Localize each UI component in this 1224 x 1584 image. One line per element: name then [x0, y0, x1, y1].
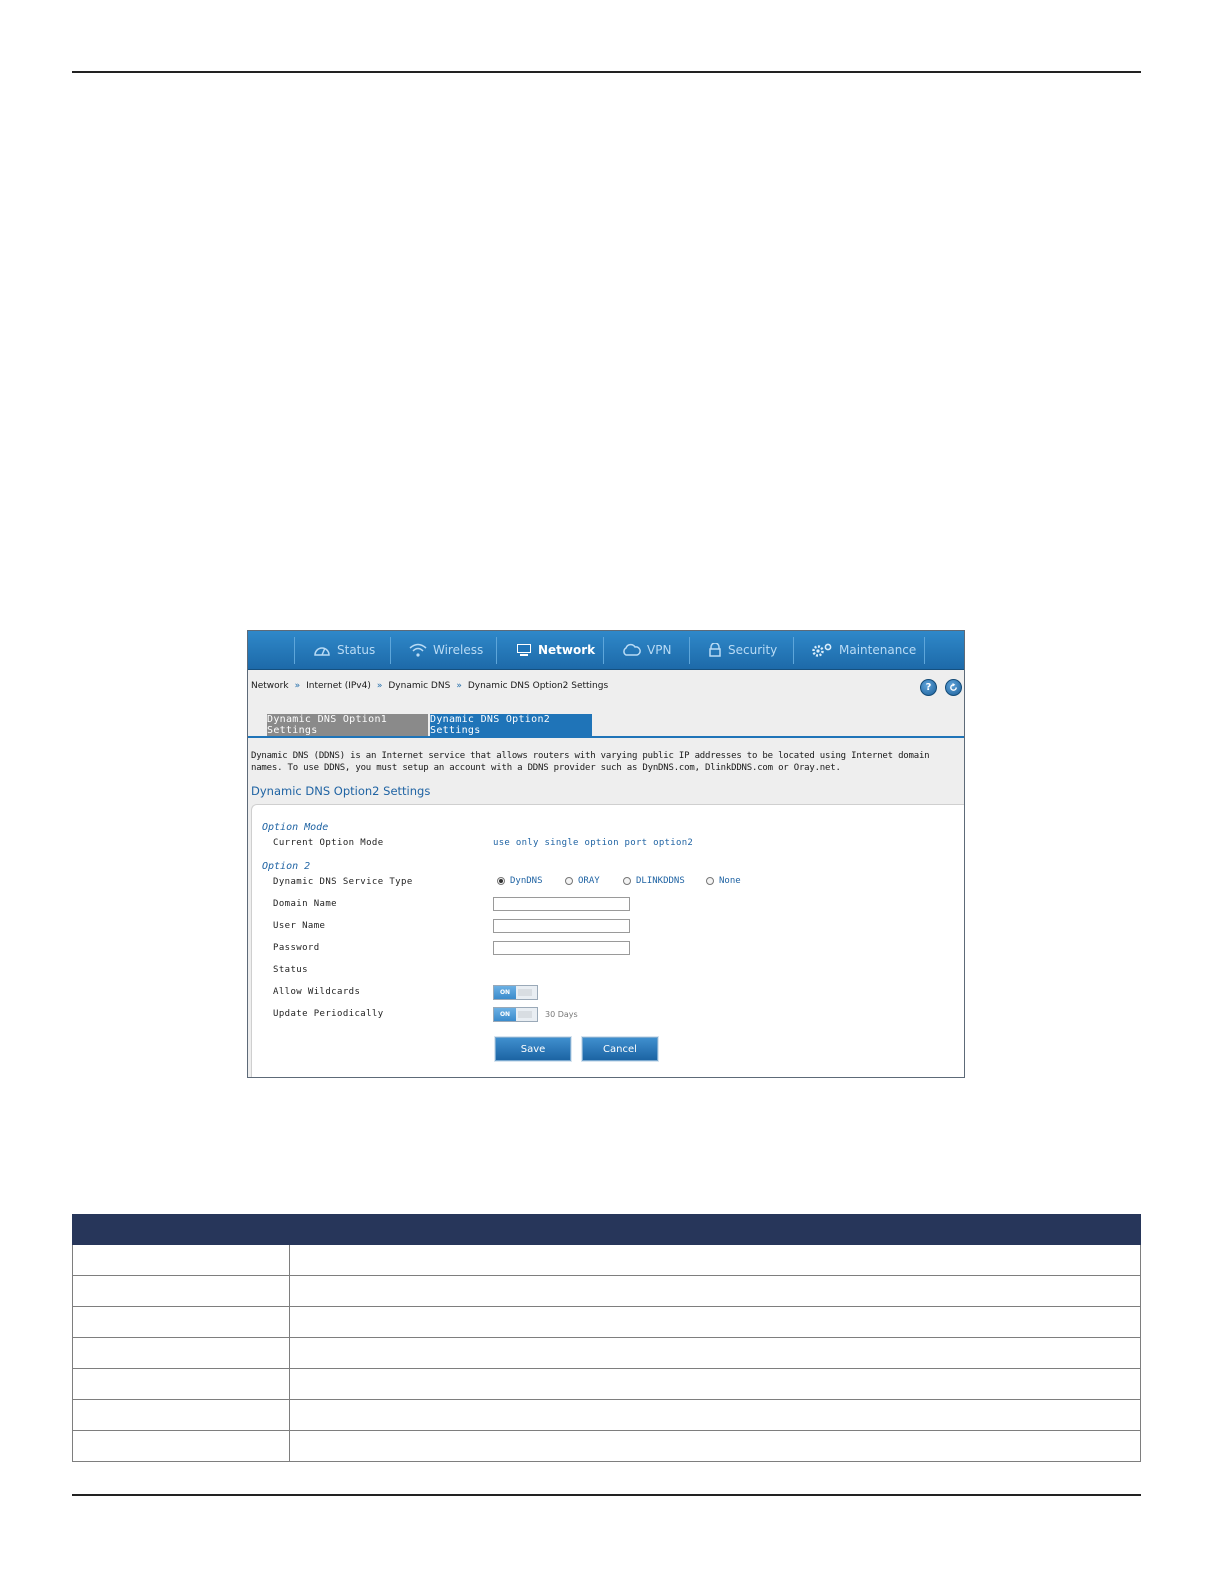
nav-vpn[interactable] — [621, 631, 671, 669]
nav-wireless-label: Wireless — [433, 643, 484, 657]
nav-status[interactable] — [313, 631, 375, 669]
tab-underline — [248, 736, 964, 738]
nav-wireless[interactable] — [409, 631, 483, 669]
cloud-icon — [621, 643, 641, 657]
bottom-rule — [72, 1494, 1141, 1496]
breadcrumb: Network » Internet (IPv4) » Dynamic DNS » Dynamic DNS Option2 Settings — [251, 681, 609, 691]
radio-dot[interactable] — [497, 877, 505, 885]
user-name-label: User Name — [273, 921, 326, 931]
nav-maintenance-label: Maintenance — [839, 643, 917, 657]
refresh-button[interactable] — [945, 679, 962, 696]
allow-wildcards-label: Allow Wildcards — [273, 987, 361, 997]
table-header-row — [73, 1215, 1141, 1245]
lock-icon — [708, 643, 722, 657]
radio-oray[interactable]: ORAY — [565, 876, 600, 886]
section-title: Dynamic DNS Option2 Settings — [251, 784, 431, 798]
table-row — [73, 1307, 1141, 1338]
settings-panel — [251, 804, 964, 1077]
radio-none[interactable]: None — [706, 876, 741, 886]
current-mode-label: Current Option Mode — [273, 838, 384, 848]
save-button[interactable]: Save — [495, 1037, 571, 1061]
table-header-cell — [290, 1215, 1141, 1245]
radio-dot[interactable] — [565, 877, 573, 885]
table-row — [73, 1338, 1141, 1369]
radio-dlinkddns[interactable]: DLINKDDNS — [623, 876, 685, 886]
nav-security-label: Security — [728, 643, 778, 657]
password-input[interactable] — [493, 941, 630, 955]
update-periodically-label: Update Periodically — [273, 1009, 384, 1019]
description-table — [72, 1214, 1141, 1462]
allow-wildcards-toggle[interactable]: ON — [493, 985, 538, 1000]
table-header-cell — [73, 1215, 290, 1245]
status-label: Status — [273, 965, 308, 975]
user-name-input[interactable] — [493, 919, 630, 933]
nav-maintenance[interactable] — [811, 631, 916, 669]
wifi-icon — [409, 643, 427, 657]
nav-network[interactable] — [516, 631, 595, 669]
router-ui-screenshot — [247, 630, 965, 1078]
table-row — [73, 1276, 1141, 1307]
help-button[interactable] — [920, 679, 937, 696]
breadcrumb-internet[interactable]: Internet (IPv4) — [306, 681, 371, 691]
table-row — [73, 1400, 1141, 1431]
description-text: Dynamic DNS (DDNS) is an Internet service that allows routers with varying public IP addresses to be located using Internet domain names. To use DDNS, you must setup an account with a DDNS provider such as DynDNS.com, DlinkDDNS.com or Oray.net. — [251, 751, 930, 773]
nav-network-label: Network — [538, 643, 596, 657]
tab-option2[interactable]: Dynamic DNS Option2 Settings — [430, 714, 592, 736]
table-row — [73, 1369, 1141, 1400]
update-period-note: 30 Days — [545, 1010, 578, 1019]
tab-option1[interactable]: Dynamic DNS Option1 Settings — [267, 714, 428, 736]
help-icon: ? — [925, 682, 932, 693]
nav-status-label: Status — [337, 643, 376, 657]
refresh-icon — [949, 683, 958, 692]
domain-name-label: Domain Name — [273, 899, 338, 909]
radio-dot[interactable] — [623, 877, 631, 885]
breadcrumb-dynamic-dns[interactable]: Dynamic DNS — [388, 681, 451, 691]
domain-name-input[interactable] — [493, 897, 630, 911]
table-row — [73, 1431, 1141, 1462]
top-nav-bar — [248, 631, 964, 670]
table-row — [73, 1245, 1141, 1276]
nav-vpn-label: VPN — [647, 643, 672, 657]
service-type-label: Dynamic DNS Service Type — [273, 877, 413, 887]
gears-icon — [811, 643, 833, 657]
update-periodically-toggle[interactable]: ON — [493, 1007, 538, 1022]
password-label: Password — [273, 943, 320, 953]
top-rule — [72, 71, 1141, 73]
option2-heading: Option 2 — [262, 861, 311, 872]
option-mode-heading: Option Mode — [262, 822, 329, 833]
gauge-icon — [313, 643, 331, 657]
monitor-icon — [516, 643, 532, 657]
breadcrumb-current: Dynamic DNS Option2 Settings — [467, 681, 609, 691]
cancel-button[interactable]: Cancel — [582, 1037, 658, 1061]
radio-dot[interactable] — [706, 877, 714, 885]
breadcrumb-network[interactable]: Network — [251, 681, 289, 691]
current-mode-value: use only single option port option2 — [493, 838, 694, 848]
nav-security[interactable] — [708, 631, 777, 669]
radio-dyndns[interactable]: DynDNS — [497, 876, 543, 886]
